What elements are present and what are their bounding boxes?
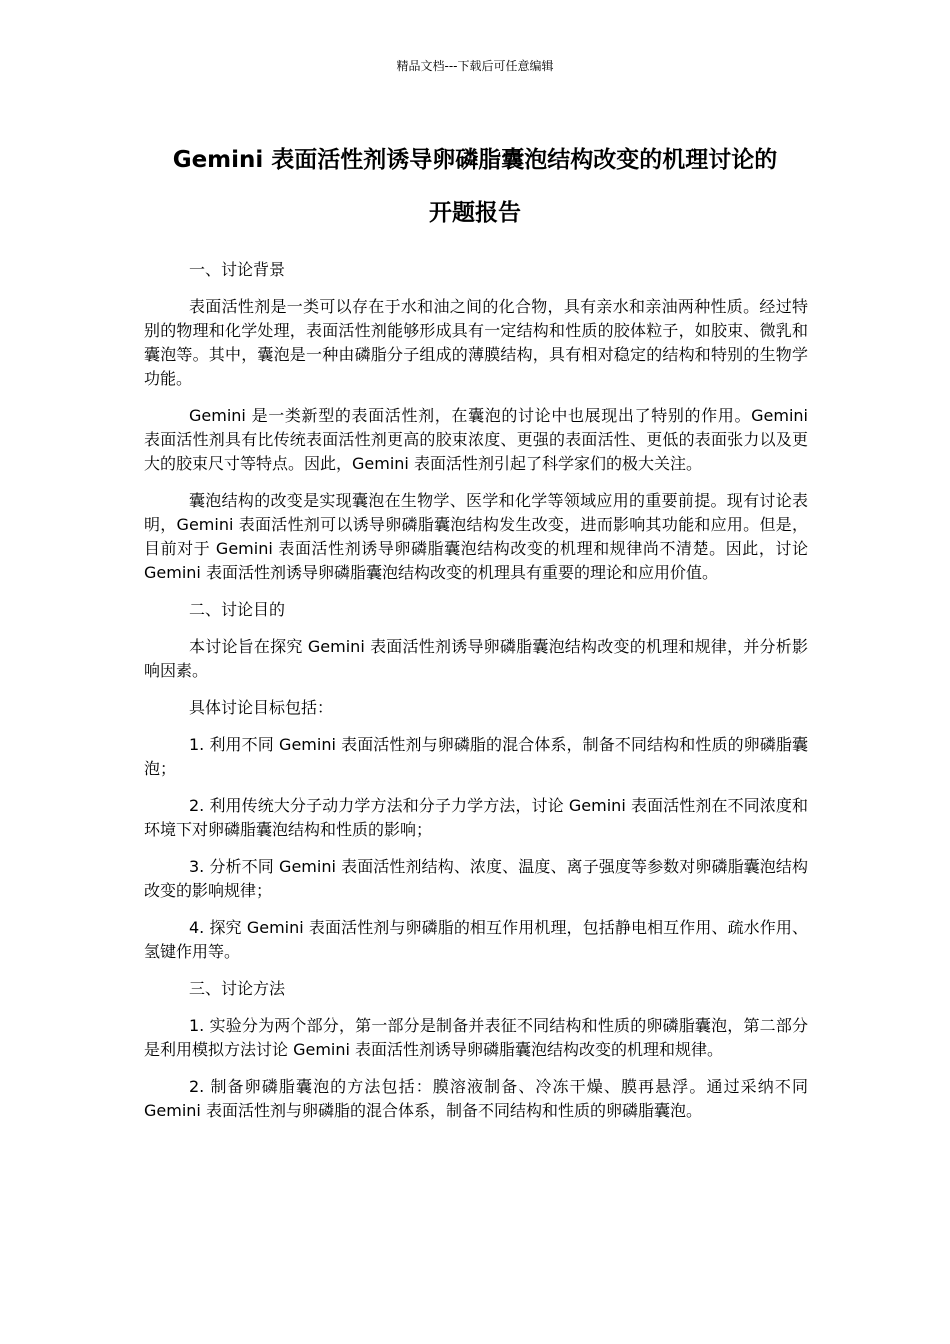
list-item: 1. 实验分为两个部分，第一部分是制备并表征不同结构和性质的卵磷脂囊泡，第二部分是利用模拟方法讨论 Gemini 表面活性剂诱导卵磷脂囊泡结构改变的机理和规律。 bbox=[144, 1016, 808, 1059]
section-heading-background: 一、讨论背景 bbox=[189, 260, 286, 279]
list-item: 4. 探究 Gemini 表面活性剂与卵磷脂的相互作用机理，包括静电相互作用、疏水作用、氢键作用等。 bbox=[144, 918, 808, 961]
list-item: 2. 制备卵磷脂囊泡的方法包括：膜溶液制备、冷冻干燥、膜再悬浮。通过采纳不同 Gemini 表面活性剂与卵磷脂的混合体系，制备不同结构和性质的卵磷脂囊泡。 bbox=[144, 1077, 808, 1120]
paragraph: 本讨论旨在探究 Gemini 表面活性剂诱导卵磷脂囊泡结构改变的机理和规律，并分析影响因素。 bbox=[144, 637, 808, 680]
list-item: 3. 分析不同 Gemini 表面活性剂结构、浓度、温度、离子强度等参数对卵磷脂囊泡结构改变的影响规律； bbox=[144, 857, 808, 900]
list-item: 1. 利用不同 Gemini 表面活性剂与卵磷脂的混合体系，制备不同结构和性质的卵磷脂囊泡； bbox=[144, 735, 808, 778]
title-line-1: Gemini 表面活性剂诱导卵磷脂囊泡结构改变的机理讨论的 bbox=[172, 147, 778, 173]
title-line-2: 开题报告 bbox=[429, 200, 521, 226]
paragraph: 表面活性剂是一类可以存在于水和油之间的化合物，具有亲水和亲油两种性质。经过特别的物理和化学处理，表面活性剂能够形成具有一定结构和性质的胶体粒子，如胶束、微乳和囊泡等。其中，囊泡是一种由磷脂分子组成的薄膜结构，具有相对稳定的结构和特别的生物学功能。 bbox=[144, 297, 808, 388]
paragraph: Gemini 是一类新型的表面活性剂，在囊泡的讨论中也展现出了特别的作用。Gemini 表面活性剂具有比传统表面活性剂更高的胶束浓度、更强的表面活性、更低的表面张力以及更大的胶束尺寸等特点。因此，Gemini 表面活性剂引起了科学家们的极大关注。 bbox=[144, 406, 808, 473]
paragraph: 囊泡结构的改变是实现囊泡在生物学、医学和化学等领域应用的重要前提。现有讨论表明，Gemini 表面活性剂可以诱导卵磷脂囊泡结构发生改变，进而影响其功能和应用。但是，目前对于 Gemini 表面活性剂诱导卵磷脂囊泡结构改变的机理和规律尚不清楚。因此，讨论 Gemini 表面活性剂诱导卵磷脂囊泡结构改变的机理具有重要的理论和应用价值。 bbox=[144, 491, 808, 582]
list-item: 2. 利用传统大分子动力学方法和分子力学方法，讨论 Gemini 表面活性剂在不同浓度和环境下对卵磷脂囊泡结构和性质的影响； bbox=[144, 796, 808, 839]
page-header: 精品文档---下载后可任意编辑 bbox=[396, 59, 554, 73]
section-heading-method: 三、讨论方法 bbox=[189, 979, 286, 998]
document-body bbox=[144, 258, 808, 1136]
section-heading-purpose: 二、讨论目的 bbox=[189, 600, 286, 619]
document-title bbox=[120, 134, 830, 240]
paragraph: 具体讨论目标包括： bbox=[189, 698, 334, 717]
